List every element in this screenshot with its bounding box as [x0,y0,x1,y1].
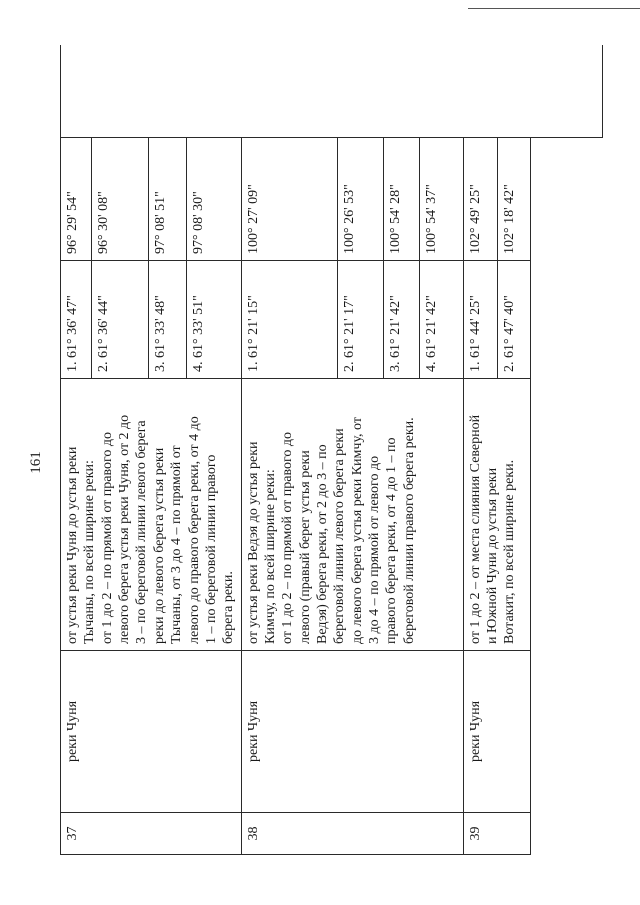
longitude-cell: 100° 54' 37" [419,138,463,261]
description-line: от устья реки Чуня до устья реки [65,446,80,644]
table-row [241,45,337,855]
description-line: и Южной Чуни до устья реки [484,467,500,644]
empty-column [61,45,603,138]
longitude-cell: 97° 08' 51" [149,138,187,261]
description-line: береговой линии правого берега реки. [401,417,417,644]
description-line: реки до левого берега устья реки [151,447,167,644]
longitude-cell: 100° 26' 53" [337,138,383,261]
latitude-cell: 1. 61° 44' 25" [463,261,497,379]
description-line: от 1 до 2 – от места слияния Северной [467,414,483,644]
longitude-cell: 100° 27' 09" [241,138,337,261]
description-line: Тычаны, от 3 до 4 – по прямой от [169,445,185,644]
boundary-description [463,379,530,651]
longitude-cell: 102° 18' 42" [497,138,530,261]
river-name: реки Чуня [61,651,242,813]
description-line: правого берега реки, от 4 до 1 – по [384,437,400,644]
top-rule [468,8,640,9]
latitude-cell: 3. 61° 21' 42" [383,261,419,379]
latitude-cell: 2. 61° 47' 40" [497,261,530,379]
description-line: береговой линии левого берега реки [332,428,348,644]
longitude-cell: 97° 08' 30" [186,138,241,261]
river-name: реки Чуня [463,651,530,813]
description-line: от 1 до 2 – по прямой от правого до [99,431,115,644]
latitude-cell: 2. 61° 36' 44" [92,261,149,379]
rotated-table-wrapper [60,45,603,855]
latitude-cell: 4. 61° 33' 51" [186,261,241,379]
description-line: 1 – по береговой линии правого [203,454,219,644]
row-number: 37 [61,813,242,855]
longitude-cell: 102° 49' 25" [463,138,497,261]
page-number: 161 [27,451,44,474]
description-line: до левого берега устья реки Кимчу, от [349,417,365,644]
description-line: 3 до 4 – по прямой от левого до [367,455,383,644]
boundary-description [61,379,242,651]
longitude-cell: 96° 29' 54" [61,138,92,261]
description-line: Вотакит, по всей ширине реки. [502,459,518,644]
longitude-cell: 96° 30' 08" [92,138,149,261]
latitude-cell: 4. 61° 21' 42" [419,261,463,379]
description-line: Кимчу, по всей ширине реки: [262,469,278,644]
rotated-table [60,45,603,855]
coordinates-table [60,45,603,855]
row-number: 39 [463,813,530,855]
river-name: реки Чуня [241,651,463,813]
description-line: Тычаны, по всей ширине реки: [82,460,98,644]
description-line: левого (правый берег устья реки [297,450,313,644]
description-line: берега реки. [221,571,237,644]
description-line: левого берега устья реки Чуня, от 2 до [117,414,133,644]
description-line: 3 – по береговой линии левого берега [134,420,150,644]
boundary-description [241,379,463,651]
description-line: Ведэя) берега реки, от 2 до 3 – по [315,444,331,644]
latitude-cell: 1. 61° 36' 47" [61,261,92,379]
table-row [61,45,92,855]
table-row [530,45,602,855]
description-line: от устья реки Ведэя до устья реки [245,441,261,644]
table-row [463,45,497,855]
latitude-cell: 3. 61° 33' 48" [149,261,187,379]
description-line: левого до правого берега реки, от 4 до [186,416,202,644]
row-number: 38 [241,813,463,855]
longitude-cell: 100° 54' 28" [383,138,419,261]
description-line: от 1 до 2 – по прямой от правого до [280,431,296,644]
latitude-cell: 2. 61° 21' 17" [337,261,383,379]
latitude-cell: 1. 61° 21' 15" [241,261,337,379]
